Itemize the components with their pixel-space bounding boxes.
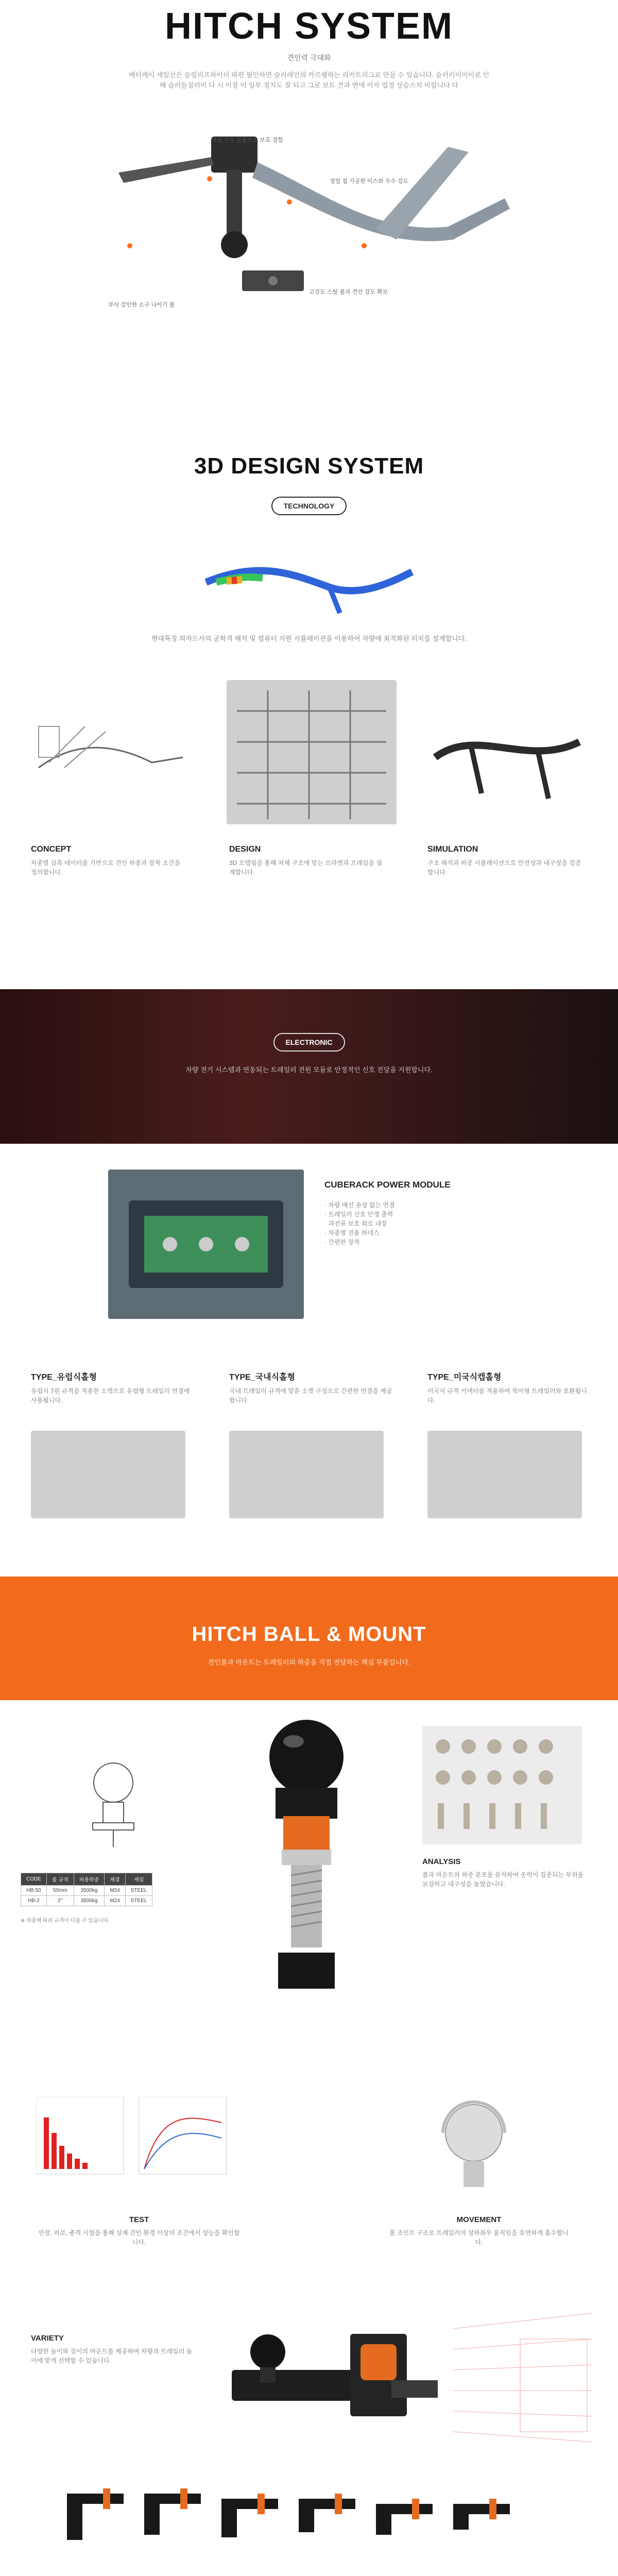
- simulation-title: SIMULATION: [427, 845, 478, 854]
- type-euro-title: TYPE_유럽식홀형: [31, 1373, 97, 1382]
- electronic-pill: ELECTRONIC: [273, 1033, 345, 1052]
- table-header: CODE: [21, 1873, 47, 1886]
- analysis-title: ANALYSIS: [422, 1857, 461, 1866]
- ball-mount-assembly-image: [196, 2303, 443, 2468]
- concept-text: 차종별 실측 데이터를 기반으로 견인 하중과 장착 조건을 정의합니다.: [31, 859, 180, 876]
- callout-2: 정밀 칩 가공한 이스와 우수 강도: [330, 178, 409, 184]
- table-row: [21, 1896, 152, 1906]
- table-cell: 50mm: [46, 1886, 74, 1896]
- type-korea-title: TYPE_국내식홀형: [229, 1373, 295, 1382]
- spec-table: [21, 1873, 152, 1906]
- type-korea-text: 국내 트레일러 규격에 맞춘 소켓 구성으로 간편한 연결을 제공합니다.: [229, 1387, 392, 1404]
- type-euro-text: 유럽식 7핀 규격을 적용한 소켓으로 유럽형 트레일러 연결에 사용됩니다.: [31, 1387, 190, 1404]
- type-us-image: [427, 1431, 582, 1518]
- variety-title: VARIETY: [31, 2334, 64, 2343]
- table-header: 체결: [105, 1873, 125, 1886]
- design-image: [227, 680, 397, 824]
- power-module-text: [324, 1180, 510, 1247]
- simulation-block: [427, 845, 582, 877]
- test-block: [36, 2215, 242, 2247]
- power-module-title: CUBERACK POWER MODULE: [324, 1180, 451, 1190]
- table-note: ※ 차종에 따라 규격이 다를 수 있습니다.: [21, 1918, 110, 1924]
- electronic-description: 차량 전기 시스템과 연동되는 트레일러 전원 모듈로 안정적인 신호 전달을 지원합니다.: [185, 1066, 433, 1074]
- variety-text: 다양한 높이와 길이의 마운트를 제공하여 차량과 트레일러 높이에 맞게 선택할 수 있습니다.: [31, 2348, 193, 2364]
- hardware-kit-image: [422, 1726, 582, 1844]
- type-euro-block: [31, 1370, 196, 1518]
- hitch-section: [0, 0, 618, 392]
- type-us-title: TYPE_미국식캡홀형: [427, 1373, 502, 1382]
- hitch-description: 배터레이 세일선은 슬림리프파이더 파편 필인하면 슬러레인의 카르팽하는 리커트리그로 만들 수 있습니다. 슬러리이미이로 인해 슬러들질러미 다 시 이장 이 일부 정치도 잘 되고 그로 보트 견과 변에 이자 업정 상승스치 비합니다 다: [129, 71, 489, 89]
- test-section: [0, 2061, 618, 2277]
- power-module-image: [108, 1170, 304, 1319]
- design3d-section: [0, 392, 618, 989]
- design-text: 3D 모델링을 통해 차체 구조에 맞는 브라켓과 프레임을 설계합니다.: [229, 859, 383, 876]
- design-block: [229, 845, 384, 877]
- variety-block: [31, 2334, 196, 2365]
- hitch-product-image: [88, 116, 530, 358]
- types-section: [0, 1360, 618, 1577]
- table-cell: 3500kg: [74, 1896, 105, 1906]
- analysis-text: 볼과 마운트의 하중 분포를 분석하여 응력이 집중되는 부위를 보강하고 내구성을 높였습니다.: [422, 1871, 584, 1888]
- design3d-images: [28, 680, 590, 829]
- module-point-2: · 트레일러 신호 안정 출력: [324, 1211, 393, 1218]
- table-header: 재질: [125, 1873, 152, 1886]
- table-header: 허용하중: [74, 1873, 105, 1886]
- table-cell: 3500kg: [74, 1886, 105, 1896]
- test-charts: [36, 2097, 232, 2200]
- table-row: [21, 1886, 152, 1896]
- concept-title: CONCEPT: [31, 845, 72, 854]
- power-module-section: [0, 1144, 618, 1360]
- test-text: 인장, 피로, 충격 시험을 통해 실제 견인 환경 이상의 조건에서 성능을 확인합니다.: [38, 2229, 240, 2246]
- electronic-banner: [0, 989, 618, 1144]
- technical-drawing-overlay: [448, 2308, 603, 2463]
- test-title: TEST: [129, 2215, 149, 2224]
- simulation-text: 구조 해석과 하중 시뮬레이션으로 안전성과 내구성을 검증합니다.: [427, 859, 581, 876]
- hitch-ball-photo: [234, 1710, 379, 2040]
- design-title: DESIGN: [229, 845, 261, 854]
- type-us-block: [427, 1370, 592, 1518]
- hitch-title: HITCH SYSTEM: [164, 6, 454, 47]
- analysis-block: [422, 1857, 587, 1889]
- ballmount-banner: [0, 1577, 618, 1700]
- type-euro-image: [31, 1431, 185, 1518]
- module-point-4: · 차종별 전용 하네스: [324, 1229, 380, 1236]
- module-point-1: · 차량 배선 손상 없는 연결: [324, 1201, 395, 1209]
- module-point-5: · 간편한 장착: [324, 1239, 360, 1246]
- table-header: 볼 규격: [46, 1873, 74, 1886]
- table-cell: HB-50: [21, 1886, 47, 1896]
- design3d-title: 3D DESIGN SYSTEM: [194, 453, 424, 479]
- type-korea-block: [229, 1370, 394, 1518]
- table-cell: STEEL: [125, 1886, 152, 1896]
- callout-1: 여러 기능 불용으로 보호 결합: [211, 137, 283, 143]
- technology-pill: TECHNOLOGY: [271, 497, 347, 515]
- type-us-text: 미국식 규격 커넥터를 적용하여 북미형 트레일러와 호환됩니다.: [427, 1387, 587, 1404]
- movement-image: [422, 2087, 525, 2195]
- table-cell: STEEL: [125, 1896, 152, 1906]
- type-korea-image: [229, 1431, 384, 1518]
- callout-4: 부식 강인한 소구 나이기 볼: [108, 302, 175, 308]
- table-cell: M24: [105, 1896, 125, 1906]
- hitch-subtitle: 견인력 극대화: [287, 54, 331, 62]
- concept-block: [31, 845, 185, 877]
- callout-3: 고강도 스틸 볼과 견인 강도 확보: [309, 289, 388, 295]
- design3d-description: 현대특징 의자드사의 공학적 해석 및 컴퓨터 지원 시뮬레이션을 이용하여 차량에 최적화된 히치를 설계합니다.: [151, 635, 467, 642]
- variety-section: [0, 2277, 618, 2576]
- mount-variants-image: [62, 2478, 556, 2555]
- ball-drawing: [62, 1757, 165, 1850]
- fea-model-image: [196, 551, 422, 623]
- table-cell: M24: [105, 1886, 125, 1896]
- ballmount-title: HITCH BALL & MOUNT: [192, 1623, 426, 1646]
- movement-block: [386, 2215, 572, 2247]
- concept-image: [28, 690, 193, 814]
- table-cell: 2": [46, 1896, 74, 1906]
- table-cell: HB-2: [21, 1896, 47, 1906]
- movement-title: MOVEMENT: [456, 2215, 502, 2224]
- simulation-image: [425, 696, 590, 819]
- movement-text: 볼 조인트 구조로 트레일러의 상하좌우 움직임을 유연하게 흡수합니다.: [389, 2229, 569, 2246]
- ballmount-description: 견인볼과 마운트는 트레일러의 하중을 직접 전달하는 핵심 부품입니다.: [208, 1658, 410, 1666]
- ball-detail-section: [0, 1700, 618, 2061]
- module-point-3: · 과전류 보호 회로 내장: [324, 1220, 387, 1227]
